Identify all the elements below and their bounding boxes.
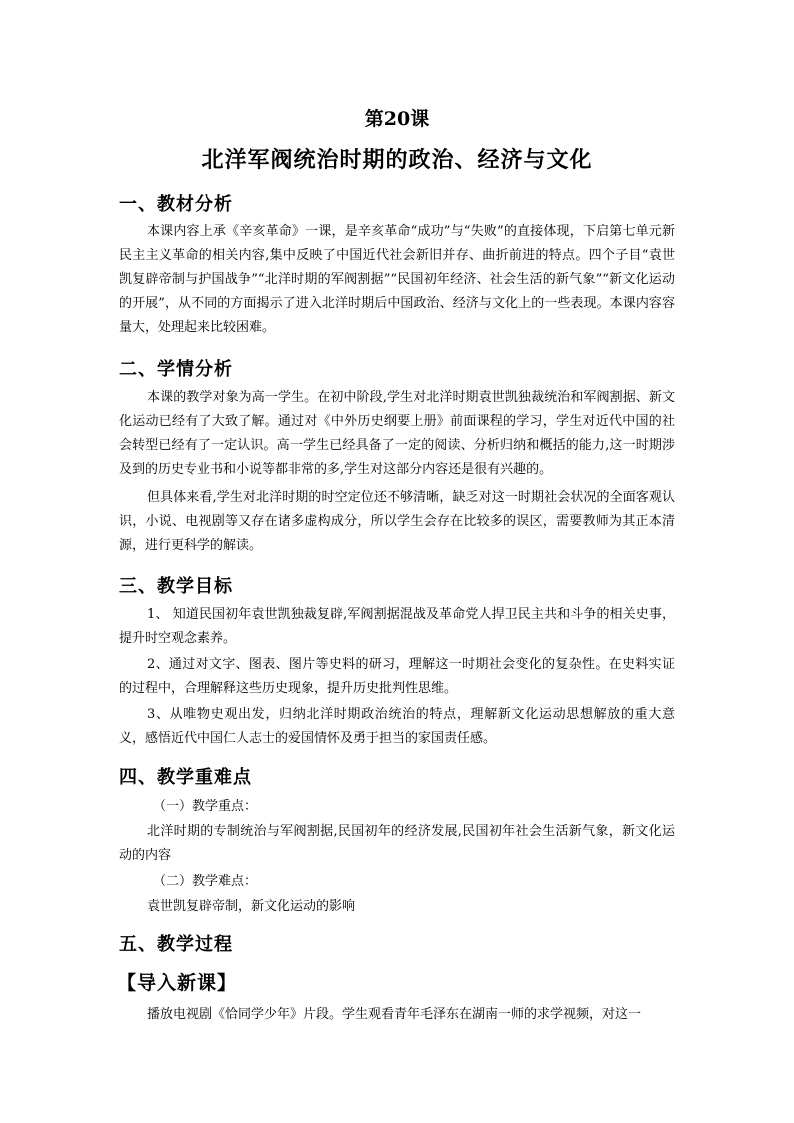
section-heading-key-difficulties: 四、教学重难点 — [119, 767, 252, 788]
lesson-number: 第20课 — [364, 108, 430, 130]
section-heading-teaching-process: 五、教学过程 — [119, 934, 233, 955]
difficult-points-text: 袁世凯复辟帝制，新文化运动的影响 — [147, 899, 356, 914]
section-heading-teaching-goals: 三、教学目标 — [119, 576, 233, 597]
section-heading-learner-analysis: 二、学情分析 — [119, 359, 233, 380]
teaching-goal-3: 3、从唯物史观出发，归纳北洋时期政治统治的特点，理解新文化运动思想解放的重大意义，感悟近代中国仁人志士的爱国情怀及勇于担当的家国责任感。 — [119, 707, 675, 746]
key-points-text: 北洋时期的专制统治与军阀割据,民国初年的经济发展,民国初年社会生活新气象，新文化运动的内容 — [119, 824, 675, 863]
difficult-points-label: （二）教学难点： — [153, 874, 258, 889]
intro-text: 播放电视剧《恰同学少年》片段。学生观看青年毛泽东在湖南一师的求学视频，对这一 — [147, 1007, 642, 1022]
key-points-label: （一）教学重点： — [153, 799, 258, 814]
intro-heading: 【导入新课】 — [117, 972, 238, 994]
learner-analysis-paragraph-2: 但具体来看,学生对北洋时期的时空定位还不够清晰，缺乏对这一时期社会状况的全面客观认识，小说、电视剧等又存在诸多虚构成分，所以学生会存在比较多的误区，需要教师为其正本清源，进行更科学的解读。 — [119, 490, 675, 553]
textbook-analysis-paragraph: 本课内容上承《辛亥革命》一课，是辛亥革命“成功”与“失败”的直接体现，下启第七单元新民主主义革命的相关内容,集中反映了中国近代社会新旧并存、曲折前进的特点。四个子目“袁世凯复辟帝制与护国战争”“北洋时期的军阀割据”“民国初年经济、社会生活的新气象”“新文化运动的开展”，从不同的方面揭示了进入北洋时期后中国政治、经济与文化上的一些表现。本课内容容量大，处理起来比较困难。 — [119, 224, 675, 335]
teaching-goal-1: 1、 知道民国初年袁世凯独裁复辟,军阀割据混战及革命党人捍卫民主共和斗争的相关史事，提升时空观念素养。 — [119, 607, 675, 646]
lesson-title: 北洋军阀统治时期的政治、经济与文化 — [201, 147, 593, 173]
teaching-goal-2: 2、通过对文字、图表、图片等史料的研习，理解这一时期社会变化的复杂性。在史料实证的过程中，合理解释这些历史现象，提升历史批判性思维。 — [119, 657, 675, 696]
learner-analysis-paragraph-1: 本课的教学对象为高一学生。在初中阶段,学生对北洋时期袁世凯独裁统治和军阀割据、新文化运动已经有了大致了解。通过对《中外历史纲要上册》前面课程的学习，学生对近代中国的社会转型已经有了一定认识。高一学生已经具备了一定的阅读、分析归纳和概括的能力,这一时期涉及到的历史专业书和小说等都非常的多,学生对这部分内容还是很有兴趣的。 — [119, 390, 675, 477]
section-heading-textbook-analysis: 一、教材分析 — [119, 194, 233, 215]
